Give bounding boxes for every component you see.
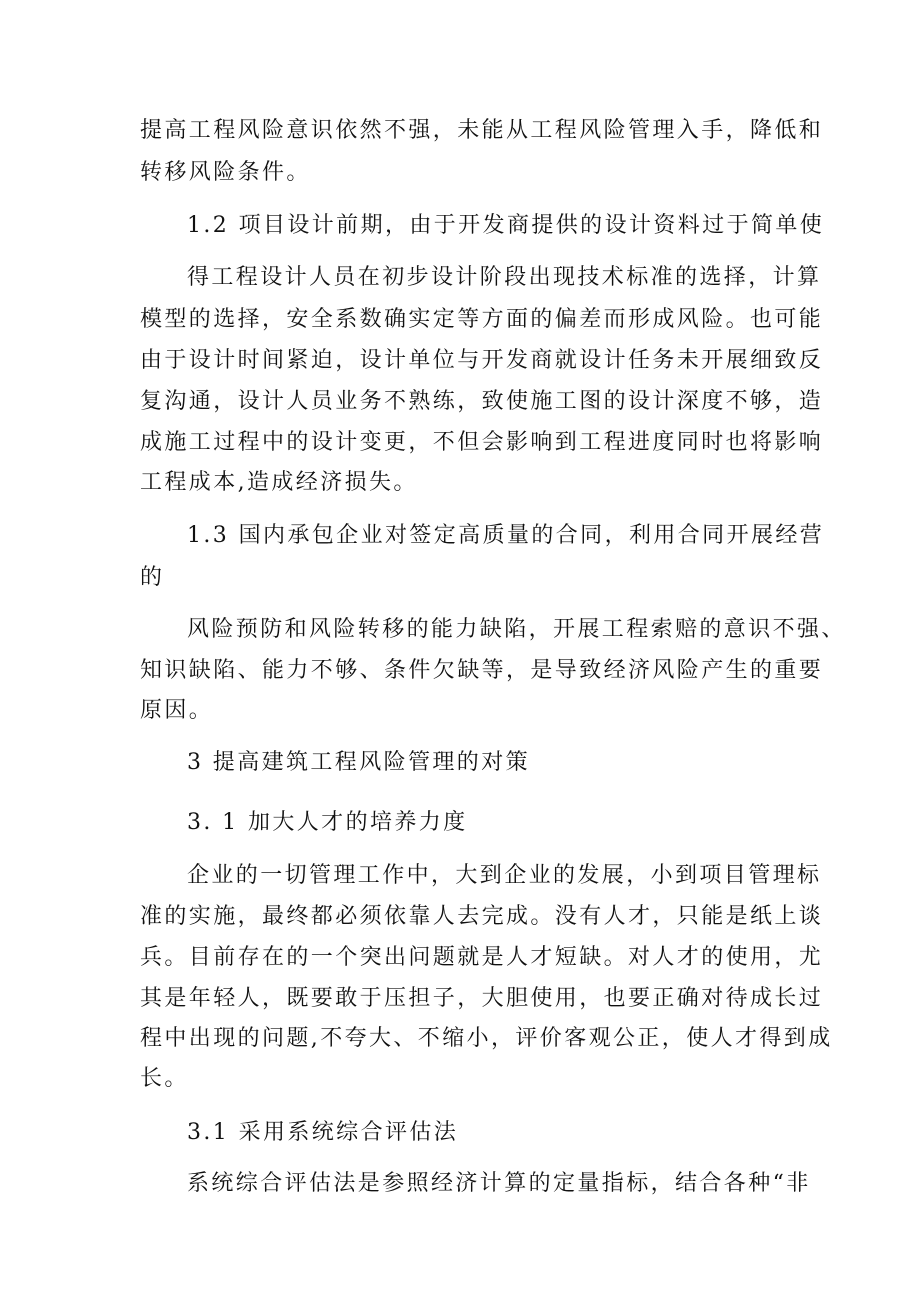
text-line: 长。 xyxy=(140,1066,189,1091)
section-heading-1-3: 1.3 国内承包企业对签定高质量的合同，利用合同开展经营 xyxy=(187,523,825,548)
section-heading-3: 3 提高建筑工程风险管理的对策 xyxy=(187,750,530,775)
text-line: 转移风险条件。 xyxy=(140,160,311,185)
text-line: 提高工程风险意识依然不强，未能从工程风险管理入手，降低和 xyxy=(140,118,824,143)
text-line: 知识缺陷、能力不够、条件欠缺等，是导致经济风险产生的重要 xyxy=(140,658,824,683)
text-line: 系统综合评估法是参照经济计算的定量指标，结合各种“非 xyxy=(187,1171,811,1196)
section-heading-1-2: 1.2 项目设计前期，由于开发商提供的设计资料过于简单使 xyxy=(187,213,825,238)
text-line: 准的实施，最终都必须依靠人去完成。没有人才，只能是纸上谈 xyxy=(140,904,824,929)
text-line: 原因。 xyxy=(140,698,214,723)
text-line: 其是年轻人，既要敢于压担子，大胆使用，也要正确对待成长过 xyxy=(140,986,824,1011)
text-line: 得工程设计人员在初步设计阶段出现技术标准的选择，计算 xyxy=(187,265,822,290)
text-line: 兵。目前存在的一个突出问题就是人才短缺。对人才的使用，尤 xyxy=(140,945,824,970)
text-line: 成施工过程中的设计变更，不但会影响到工程进度同时也将影响 xyxy=(140,430,824,455)
text-line: 的 xyxy=(140,565,165,590)
text-line: 工程成本,造成经济损失。 xyxy=(140,470,418,495)
text-line: 风险预防和风险转移的能力缺陷，开展工程索赔的意识不强、 xyxy=(187,617,846,642)
section-heading-3-1: 3. 1 加大人才的培养力度 xyxy=(187,810,468,835)
text-line: 企业的一切管理工作中，大到企业的发展，小到项目管理标 xyxy=(187,863,822,888)
text-line: 模型的选择，安全系数确实定等方面的偏差而形成风险。也可能 xyxy=(140,307,824,332)
text-line: 复沟通，设计人员业务不熟练，致使施工图的设计深度不够，造 xyxy=(140,389,824,414)
text-line: 程中出现的问题,不夸大、不缩小，评价客观公正，使人才得到成 xyxy=(140,1026,833,1051)
section-heading-3-1b: 3.1 采用系统综合评估法 xyxy=(187,1120,459,1145)
text-line: 由于设计时间紧迫，设计单位与开发商就设计任务未开展细致反 xyxy=(140,348,824,373)
